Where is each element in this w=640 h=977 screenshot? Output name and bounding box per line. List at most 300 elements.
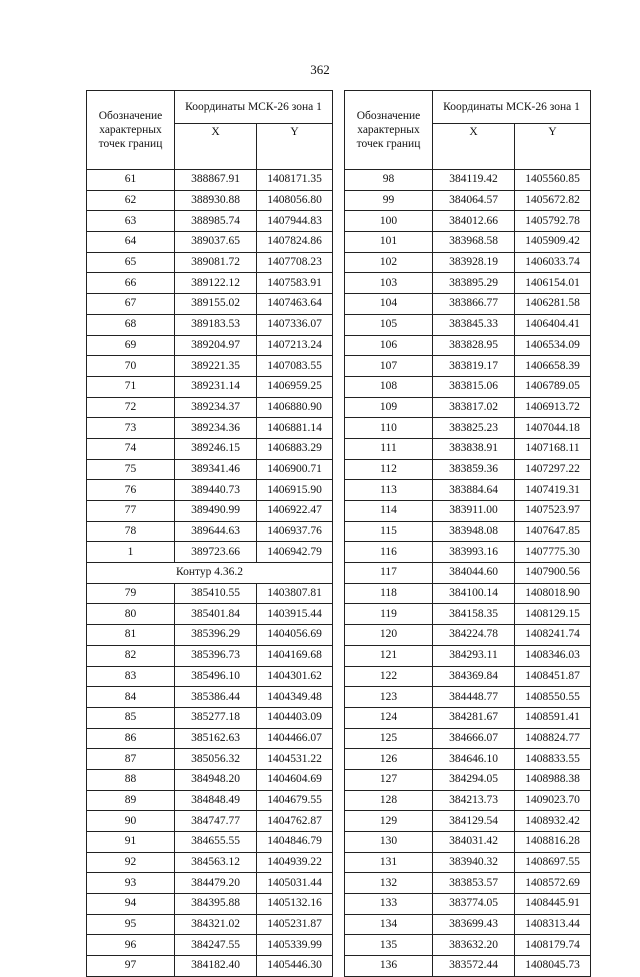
y-coordinate-cell: 1405446.30 — [257, 956, 333, 977]
point-id-cell: 79 — [87, 583, 175, 604]
table-row — [87, 811, 333, 832]
table-row — [345, 542, 591, 563]
point-id-cell: 135 — [345, 935, 433, 956]
point-id-cell: 100 — [345, 211, 433, 232]
x-coordinate-cell: 384293.11 — [433, 645, 515, 666]
x-coordinate-cell: 384395.88 — [175, 894, 257, 915]
table-row — [345, 956, 591, 977]
x-coordinate-cell: 383866.77 — [433, 294, 515, 315]
point-id-cell: 89 — [87, 790, 175, 811]
x-coordinate-cell: 384100.14 — [433, 583, 515, 604]
table-row — [345, 397, 591, 418]
table-row — [345, 170, 591, 191]
point-id-cell: 125 — [345, 728, 433, 749]
point-id-cell: 61 — [87, 170, 175, 191]
table-row — [87, 335, 333, 356]
y-coordinate-cell: 1408591.41 — [515, 707, 591, 728]
x-coordinate-cell: 388985.74 — [175, 211, 257, 232]
x-coordinate-cell: 389122.12 — [175, 273, 257, 294]
point-id-cell: 82 — [87, 645, 175, 666]
point-id-cell: 97 — [87, 956, 175, 977]
x-column-header: X — [433, 124, 515, 170]
table-row — [87, 749, 333, 770]
point-id-cell: 110 — [345, 418, 433, 439]
table-row — [87, 314, 333, 335]
table-row — [345, 418, 591, 439]
x-coordinate-cell: 389490.99 — [175, 501, 257, 522]
table-row — [87, 832, 333, 853]
x-coordinate-cell: 383825.23 — [433, 418, 515, 439]
x-coordinate-cell: 388867.91 — [175, 170, 257, 191]
table-row — [345, 935, 591, 956]
coordinates-table-right — [344, 90, 591, 977]
y-coordinate-cell: 1405031.44 — [257, 873, 333, 894]
point-id-cell: 112 — [345, 459, 433, 480]
x-coordinate-cell: 384479.20 — [175, 873, 257, 894]
point-id-cell: 71 — [87, 376, 175, 397]
point-id-cell: 132 — [345, 873, 433, 894]
y-coordinate-cell: 1407944.83 — [257, 211, 333, 232]
point-id-cell: 88 — [87, 769, 175, 790]
y-coordinate-cell: 1408018.90 — [515, 583, 591, 604]
y-coordinate-cell: 1407583.91 — [257, 273, 333, 294]
table-row — [345, 604, 591, 625]
y-coordinate-cell: 1405909.42 — [515, 232, 591, 253]
y-coordinate-cell: 1408816.28 — [515, 832, 591, 853]
y-coordinate-cell: 1406534.09 — [515, 335, 591, 356]
x-coordinate-cell: 383948.08 — [433, 521, 515, 542]
x-coordinate-cell: 383895.29 — [433, 273, 515, 294]
y-coordinate-cell: 1407523.97 — [515, 501, 591, 522]
y-coordinate-cell: 1406880.90 — [257, 397, 333, 418]
x-coordinate-cell: 383884.64 — [433, 480, 515, 501]
point-id-cell: 83 — [87, 666, 175, 687]
x-coordinate-cell: 384646.10 — [433, 749, 515, 770]
y-column-header: Y — [257, 124, 333, 170]
table-row — [87, 273, 333, 294]
x-coordinate-cell: 384563.12 — [175, 852, 257, 873]
x-coordinate-cell: 383968.58 — [433, 232, 515, 253]
point-id-cell: 116 — [345, 542, 433, 563]
table-row — [87, 935, 333, 956]
y-coordinate-cell: 1404301.62 — [257, 666, 333, 687]
x-coordinate-cell: 383993.16 — [433, 542, 515, 563]
point-id-cell: 67 — [87, 294, 175, 315]
y-coordinate-cell: 1408451.87 — [515, 666, 591, 687]
x-coordinate-cell: 384294.05 — [433, 769, 515, 790]
coordinate-system-header: Координаты МСК-26 зона 1 — [175, 91, 333, 124]
point-id-cell: 122 — [345, 666, 433, 687]
y-coordinate-cell: 1407900.56 — [515, 563, 591, 584]
point-id-cell: 134 — [345, 914, 433, 935]
point-id-cell: 118 — [345, 583, 433, 604]
y-coordinate-cell: 1405792.78 — [515, 211, 591, 232]
table-row — [345, 438, 591, 459]
x-coordinate-cell: 385396.29 — [175, 625, 257, 646]
point-id-cell: 126 — [345, 749, 433, 770]
point-id-cell: 107 — [345, 356, 433, 377]
point-id-cell: 78 — [87, 521, 175, 542]
x-coordinate-cell: 384448.77 — [433, 687, 515, 708]
x-coordinate-cell: 384119.42 — [433, 170, 515, 191]
y-coordinate-cell: 1407647.85 — [515, 521, 591, 542]
table-row — [345, 521, 591, 542]
table-row — [87, 438, 333, 459]
y-coordinate-cell: 1404939.22 — [257, 852, 333, 873]
y-coordinate-cell: 1407336.07 — [257, 314, 333, 335]
y-coordinate-cell: 1407708.23 — [257, 252, 333, 273]
y-coordinate-cell: 1406033.74 — [515, 252, 591, 273]
table-row — [87, 397, 333, 418]
x-coordinate-cell: 384182.40 — [175, 956, 257, 977]
point-id-cell: 103 — [345, 273, 433, 294]
point-id-cell: 74 — [87, 438, 175, 459]
y-coordinate-cell: 1408313.44 — [515, 914, 591, 935]
y-coordinate-cell: 1404762.87 — [257, 811, 333, 832]
point-id-cell: 86 — [87, 728, 175, 749]
table-row — [345, 645, 591, 666]
y-coordinate-cell: 1404403.09 — [257, 707, 333, 728]
point-id-cell: 85 — [87, 707, 175, 728]
x-coordinate-cell: 384666.07 — [433, 728, 515, 749]
y-coordinate-cell: 1407044.18 — [515, 418, 591, 439]
y-coordinate-cell: 1405672.82 — [515, 190, 591, 211]
x-coordinate-cell: 383817.02 — [433, 397, 515, 418]
table-row — [345, 728, 591, 749]
table-row — [345, 563, 591, 584]
point-id-cell: 69 — [87, 335, 175, 356]
x-coordinate-cell: 389341.46 — [175, 459, 257, 480]
y-coordinate-cell: 1408932.42 — [515, 811, 591, 832]
point-id-cell: 109 — [345, 397, 433, 418]
point-id-cell: 84 — [87, 687, 175, 708]
y-coordinate-cell: 1407463.64 — [257, 294, 333, 315]
point-id-cell: 115 — [345, 521, 433, 542]
x-coordinate-cell: 384224.78 — [433, 625, 515, 646]
point-id-cell: 94 — [87, 894, 175, 915]
y-coordinate-cell: 1405132.16 — [257, 894, 333, 915]
section-row — [87, 563, 333, 584]
table-row — [345, 873, 591, 894]
point-id-cell: 75 — [87, 459, 175, 480]
x-coordinate-cell: 389440.73 — [175, 480, 257, 501]
y-coordinate-cell: 1407297.22 — [515, 459, 591, 480]
table-row — [345, 232, 591, 253]
point-id-cell: 93 — [87, 873, 175, 894]
y-coordinate-cell: 1406883.29 — [257, 438, 333, 459]
table-row — [87, 728, 333, 749]
table-row — [87, 211, 333, 232]
x-coordinate-cell: 385401.84 — [175, 604, 257, 625]
table-row — [87, 769, 333, 790]
y-coordinate-cell: 1404604.69 — [257, 769, 333, 790]
x-column-header: X — [175, 124, 257, 170]
y-coordinate-cell: 1406959.25 — [257, 376, 333, 397]
y-coordinate-cell: 1406900.71 — [257, 459, 333, 480]
point-id-cell: 120 — [345, 625, 433, 646]
y-coordinate-cell: 1406942.79 — [257, 542, 333, 563]
point-id-cell: 98 — [345, 170, 433, 191]
x-coordinate-cell: 383819.17 — [433, 356, 515, 377]
x-coordinate-cell: 384064.57 — [433, 190, 515, 211]
y-coordinate-cell: 1406658.39 — [515, 356, 591, 377]
table-row — [345, 356, 591, 377]
point-id-cell: 119 — [345, 604, 433, 625]
y-coordinate-cell: 1407083.55 — [257, 356, 333, 377]
y-coordinate-cell: 1407168.11 — [515, 438, 591, 459]
x-coordinate-cell: 383911.00 — [433, 501, 515, 522]
table-row — [87, 873, 333, 894]
y-coordinate-cell: 1407824.86 — [257, 232, 333, 253]
table-row — [87, 707, 333, 728]
x-coordinate-cell: 389221.35 — [175, 356, 257, 377]
x-coordinate-cell: 383699.43 — [433, 914, 515, 935]
point-id-cell: 91 — [87, 832, 175, 853]
table-row — [87, 190, 333, 211]
table-row — [87, 687, 333, 708]
x-coordinate-cell: 383828.95 — [433, 335, 515, 356]
x-coordinate-cell: 383859.36 — [433, 459, 515, 480]
y-coordinate-cell: 1408988.38 — [515, 769, 591, 790]
y-coordinate-cell: 1404846.79 — [257, 832, 333, 853]
x-coordinate-cell: 385056.32 — [175, 749, 257, 770]
table-row — [345, 914, 591, 935]
table-body-right — [345, 170, 591, 977]
table-row — [87, 418, 333, 439]
table-row — [345, 749, 591, 770]
point-id-cell: 114 — [345, 501, 433, 522]
table-row — [345, 252, 591, 273]
table-row — [87, 170, 333, 191]
table-row — [345, 852, 591, 873]
table-row — [87, 501, 333, 522]
point-id-cell: 80 — [87, 604, 175, 625]
table-body-left — [87, 170, 333, 977]
y-coordinate-cell: 1406404.41 — [515, 314, 591, 335]
point-id-cell: 106 — [345, 335, 433, 356]
point-id-cell: 99 — [345, 190, 433, 211]
table-row — [345, 894, 591, 915]
point-id-cell: 128 — [345, 790, 433, 811]
y-column-header: Y — [515, 124, 591, 170]
x-coordinate-cell: 384747.77 — [175, 811, 257, 832]
y-coordinate-cell: 1408241.74 — [515, 625, 591, 646]
point-id-cell: 129 — [345, 811, 433, 832]
table-row — [345, 707, 591, 728]
y-coordinate-cell: 1406881.14 — [257, 418, 333, 439]
point-id-cell: 65 — [87, 252, 175, 273]
x-coordinate-cell: 384281.67 — [433, 707, 515, 728]
point-id-cell: 111 — [345, 438, 433, 459]
table-row — [87, 790, 333, 811]
y-coordinate-cell: 1404679.55 — [257, 790, 333, 811]
x-coordinate-cell: 389246.15 — [175, 438, 257, 459]
table-row — [87, 894, 333, 915]
x-coordinate-cell: 383572.44 — [433, 956, 515, 977]
table-row — [87, 604, 333, 625]
y-coordinate-cell: 1404349.48 — [257, 687, 333, 708]
x-coordinate-cell: 385496.10 — [175, 666, 257, 687]
x-coordinate-cell: 384369.84 — [433, 666, 515, 687]
x-coordinate-cell: 384044.60 — [433, 563, 515, 584]
x-coordinate-cell: 383853.57 — [433, 873, 515, 894]
y-coordinate-cell: 1409023.70 — [515, 790, 591, 811]
point-id-cell: 64 — [87, 232, 175, 253]
y-coordinate-cell: 1406154.01 — [515, 273, 591, 294]
point-id-cell: 87 — [87, 749, 175, 770]
table-row — [345, 314, 591, 335]
x-coordinate-cell: 385410.55 — [175, 583, 257, 604]
point-id-cell: 90 — [87, 811, 175, 832]
y-coordinate-cell: 1404466.07 — [257, 728, 333, 749]
x-coordinate-cell: 389644.63 — [175, 521, 257, 542]
x-coordinate-cell: 383774.05 — [433, 894, 515, 915]
point-id-cell: 68 — [87, 314, 175, 335]
x-coordinate-cell: 383838.91 — [433, 438, 515, 459]
x-coordinate-cell: 384247.55 — [175, 935, 257, 956]
x-coordinate-cell: 384948.20 — [175, 769, 257, 790]
table-row — [345, 211, 591, 232]
x-coordinate-cell: 384321.02 — [175, 914, 257, 935]
table-row — [87, 480, 333, 501]
point-id-cell: 77 — [87, 501, 175, 522]
x-coordinate-cell: 389234.37 — [175, 397, 257, 418]
x-coordinate-cell: 385277.18 — [175, 707, 257, 728]
point-id-cell: 108 — [345, 376, 433, 397]
table-row — [87, 625, 333, 646]
x-coordinate-cell: 389155.02 — [175, 294, 257, 315]
x-coordinate-cell: 389234.36 — [175, 418, 257, 439]
x-coordinate-cell: 385162.63 — [175, 728, 257, 749]
table-row — [87, 232, 333, 253]
point-id-cell: 1 — [87, 542, 175, 563]
point-id-cell: 104 — [345, 294, 433, 315]
y-coordinate-cell: 1408346.03 — [515, 645, 591, 666]
point-id-cell: 123 — [345, 687, 433, 708]
y-coordinate-cell: 1407775.30 — [515, 542, 591, 563]
x-coordinate-cell: 384129.54 — [433, 811, 515, 832]
y-coordinate-cell: 1406281.58 — [515, 294, 591, 315]
table-row — [345, 811, 591, 832]
page-number: 362 — [310, 62, 330, 77]
contour-title: Контур 4.36.2 — [87, 563, 333, 584]
table-row — [345, 376, 591, 397]
table-row — [87, 521, 333, 542]
point-id-cell: 81 — [87, 625, 175, 646]
x-coordinate-cell: 383815.06 — [433, 376, 515, 397]
table-row — [345, 687, 591, 708]
point-id-cell: 121 — [345, 645, 433, 666]
x-coordinate-cell: 389081.72 — [175, 252, 257, 273]
table-row — [87, 459, 333, 480]
y-coordinate-cell: 1407419.31 — [515, 480, 591, 501]
y-coordinate-cell: 1404169.68 — [257, 645, 333, 666]
table-row — [345, 480, 591, 501]
y-coordinate-cell: 1406922.47 — [257, 501, 333, 522]
table-row — [87, 666, 333, 687]
point-designation-header: Обозначение характерных точек границ — [345, 91, 433, 170]
point-id-cell: 136 — [345, 956, 433, 977]
point-id-cell: 130 — [345, 832, 433, 853]
point-id-cell: 95 — [87, 914, 175, 935]
y-coordinate-cell: 1406937.76 — [257, 521, 333, 542]
x-coordinate-cell: 389723.66 — [175, 542, 257, 563]
x-coordinate-cell: 385386.44 — [175, 687, 257, 708]
x-coordinate-cell: 383928.19 — [433, 252, 515, 273]
x-coordinate-cell: 384655.55 — [175, 832, 257, 853]
x-coordinate-cell: 383632.20 — [433, 935, 515, 956]
point-id-cell: 73 — [87, 418, 175, 439]
point-id-cell: 101 — [345, 232, 433, 253]
y-coordinate-cell: 1408572.69 — [515, 873, 591, 894]
point-id-cell: 63 — [87, 211, 175, 232]
table-row — [87, 356, 333, 377]
table-row — [87, 645, 333, 666]
y-coordinate-cell: 1408824.77 — [515, 728, 591, 749]
point-id-cell: 62 — [87, 190, 175, 211]
table-row — [345, 190, 591, 211]
table-row — [345, 790, 591, 811]
point-designation-header: Обозначение характерных точек границ — [87, 91, 175, 170]
y-coordinate-cell: 1405560.85 — [515, 170, 591, 191]
x-coordinate-cell: 389231.14 — [175, 376, 257, 397]
table-row — [345, 294, 591, 315]
y-coordinate-cell: 1405231.87 — [257, 914, 333, 935]
y-coordinate-cell: 1408045.73 — [515, 956, 591, 977]
y-coordinate-cell: 1403915.44 — [257, 604, 333, 625]
x-coordinate-cell: 384012.66 — [433, 211, 515, 232]
point-id-cell: 105 — [345, 314, 433, 335]
y-coordinate-cell: 1408171.35 — [257, 170, 333, 191]
point-id-cell: 76 — [87, 480, 175, 501]
x-coordinate-cell: 384158.35 — [433, 604, 515, 625]
x-coordinate-cell: 389204.97 — [175, 335, 257, 356]
point-id-cell: 96 — [87, 935, 175, 956]
point-id-cell: 70 — [87, 356, 175, 377]
point-id-cell: 66 — [87, 273, 175, 294]
y-coordinate-cell: 1405339.99 — [257, 935, 333, 956]
table-row — [345, 459, 591, 480]
y-coordinate-cell: 1406913.72 — [515, 397, 591, 418]
x-coordinate-cell: 383940.32 — [433, 852, 515, 873]
x-coordinate-cell: 388930.88 — [175, 190, 257, 211]
x-coordinate-cell: 389037.65 — [175, 232, 257, 253]
x-coordinate-cell: 389183.53 — [175, 314, 257, 335]
x-coordinate-cell: 384848.49 — [175, 790, 257, 811]
point-id-cell: 127 — [345, 769, 433, 790]
y-coordinate-cell: 1408697.55 — [515, 852, 591, 873]
y-coordinate-cell: 1403807.81 — [257, 583, 333, 604]
table-row — [87, 852, 333, 873]
point-id-cell: 92 — [87, 852, 175, 873]
table-row — [87, 252, 333, 273]
table-row — [87, 542, 333, 563]
table-row — [345, 335, 591, 356]
table-row — [87, 583, 333, 604]
y-coordinate-cell: 1408445.91 — [515, 894, 591, 915]
table-row — [345, 666, 591, 687]
table-row — [345, 832, 591, 853]
coordinate-system-header: Координаты МСК-26 зона 1 — [433, 91, 591, 124]
table-row — [345, 583, 591, 604]
point-id-cell: 117 — [345, 563, 433, 584]
y-coordinate-cell: 1404056.69 — [257, 625, 333, 646]
y-coordinate-cell: 1407213.24 — [257, 335, 333, 356]
table-row — [345, 273, 591, 294]
y-coordinate-cell: 1406915.90 — [257, 480, 333, 501]
table-row — [345, 501, 591, 522]
table-row — [87, 914, 333, 935]
